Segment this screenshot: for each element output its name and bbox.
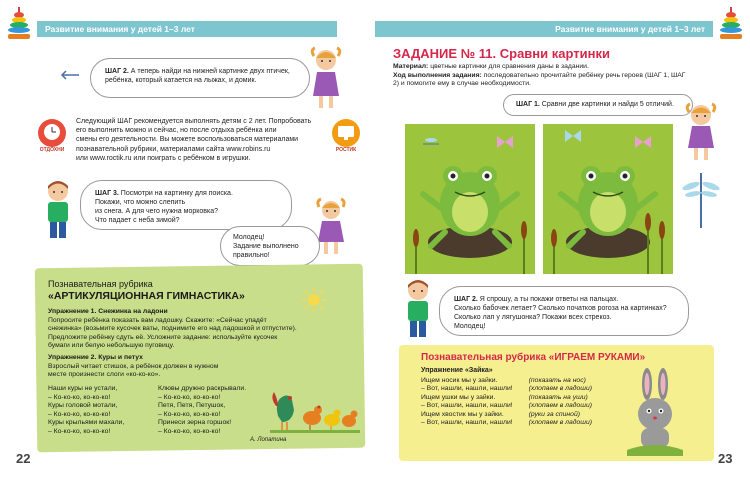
step2-right-line: Я спрошу, а ты покажи ответы на пальцах.	[479, 296, 619, 303]
rest-line: смены его деятельности. Вы можете воспользоваться материалами	[76, 136, 299, 144]
rest-line: Следующий ШАГ рекомендуется выполнять детям с 2 лет. Попробовать	[76, 118, 312, 125]
poem-column-2	[158, 385, 268, 437]
poem-line: – Ко-ко-ко, ко-ко-ко!	[158, 427, 221, 435]
step2-text: А теперь найди на нижней картинке двух птичек, ребёнка, который катается на лыжах, и домик.	[105, 68, 290, 84]
step1-label: ШАГ 1.	[516, 101, 540, 108]
rest-line: познавательной рубрики, материалами сайта www.robins.ru	[76, 145, 271, 153]
bunny-game-table	[421, 377, 592, 427]
step2-right-label: ШАГ 2.	[454, 296, 478, 303]
praise-line: Молодец!	[233, 234, 265, 241]
page-number-right: 23	[718, 451, 733, 466]
step2-bubble-right	[439, 286, 689, 336]
toy-pyramid-icon	[6, 6, 32, 42]
step3-line: Что падает с неба зимой?	[95, 217, 180, 224]
poem-line: Клювы дружно раскрывали.	[158, 385, 247, 392]
poem-line: Наши куры не устали,	[48, 385, 118, 392]
compare-picture-2	[543, 124, 673, 274]
poem-line: – Ко-ко-ко, ко-ко-ко!	[158, 410, 221, 418]
toy-pyramid-icon	[718, 6, 744, 42]
exercise2-line: месте произнести слоги «ко-ко-ко».	[48, 371, 161, 379]
step2-bubble	[90, 58, 310, 98]
table-row: – Вот, нашли, нашли, нашли! (хлопаем в ладоши)	[421, 419, 592, 427]
bunny-illustration	[627, 366, 683, 456]
girl-illustration	[310, 44, 342, 114]
table-row: Ищем носик мы у зайки. (показать на нос)	[421, 377, 586, 384]
boy-illustration	[42, 178, 74, 244]
exercise1-line: Предложите ребёнку сдуть её. Усложните задание: используйте кусочек	[48, 333, 278, 341]
task-instructions	[393, 63, 693, 89]
poem-line: – Ко-ко-ко, ко-ко-ко!	[158, 393, 221, 401]
hands-rubric-title: Познавательная рубрика «ИГРАЕМ РУКАМИ»	[421, 352, 646, 363]
table-row: – Вот, нашли, нашли, нашли! (хлопаем в ладоши)	[421, 402, 592, 410]
exercise1-line: снежинка» (возьмите кусочек ваты, поднимите его над ладошкой и отпустите).	[48, 325, 297, 333]
poem-line: Куры крыльями махали,	[48, 419, 125, 427]
girl-illustration	[316, 196, 346, 258]
task-title: ЗАДАНИЕ № 11. Сравни картинки	[393, 46, 610, 61]
boy-illustration	[403, 278, 433, 342]
poem-line: – Ко-ко-ко, ко-ко-ко!	[48, 410, 111, 418]
dragonfly-icon	[681, 168, 721, 238]
rest-line: его выполнить можно и сейчас, но после отдыха ребёнка или	[76, 127, 277, 135]
step1-bubble	[503, 94, 693, 116]
rubric-title-line: «АРТИКУЛЯЦИОННАЯ ГИМНАСТИКА»	[48, 290, 245, 302]
exercise2-title: Упражнение 2. Куры и петух	[48, 354, 143, 361]
step3-line: из снега. А для чего нужна морковка?	[95, 208, 218, 215]
table-row: Ищем ушки мы у зайки. (показать на уши)	[421, 393, 588, 401]
table-row: – Вот, нашли, нашли, нашли! (хлопаем в ладоши)	[421, 385, 592, 393]
materials-text: цветные картинки для сравнения даны в задании.	[430, 63, 589, 70]
praise-line: Задание выполнено	[233, 243, 299, 250]
rest-line: или www.roctik.ru или поиграть с ребёнком в игрушки.	[76, 154, 251, 162]
site-monitor-icon	[331, 118, 361, 148]
materials-label: Материал:	[393, 63, 429, 70]
exercise2	[48, 354, 268, 380]
exercise1-line: Попросите ребёнка показать вам ладошку. Скажите: «Сейчас упадёт	[48, 316, 267, 324]
poem-author: А. Лопатина	[250, 437, 287, 443]
table-row: Ищем хвостик мы у зайки. (руки за спиной)	[421, 410, 581, 418]
poem-line: – Ко-ко-ко, ко-ко-ко!	[48, 427, 111, 435]
back-arrow-icon	[60, 70, 80, 80]
hands-exercise-title: Упражнение «Зайка»	[421, 367, 493, 374]
girl-illustration	[685, 100, 717, 162]
step2-label: ШАГ 2.	[105, 68, 129, 75]
articulation-rubric-title	[48, 278, 245, 302]
running-head-left: Развитие внимания у детей 1–3 лет	[37, 21, 337, 37]
page-number-left: 22	[16, 451, 31, 466]
exercise1-line: бумаги или белую небольшую пуговицу.	[48, 342, 175, 350]
exercise2-line: Взрослый читает стишок, а ребёнок должен в нужном	[48, 362, 219, 370]
rubric-title-line: Познавательная рубрика	[48, 279, 153, 289]
site-icon-label: РОСТИК	[335, 147, 357, 153]
exercise1-title: Упражнение 1. Снежинка на ладони	[48, 308, 168, 315]
step3-bubble	[80, 180, 292, 230]
poem-line: Петя, Петя, Петушок,	[158, 402, 226, 410]
rest-paragraph	[76, 117, 326, 163]
poem-line: Куры головой мотали,	[48, 402, 118, 410]
rest-icon-label: ОТДОХНИ	[39, 147, 65, 153]
running-head-right: Развитие внимания у детей 1–3 лет	[375, 21, 713, 37]
poem-column-1	[48, 385, 158, 437]
step2-right-line: Сколько бабочек летает? Сколько початков рогоза на картинках?	[454, 305, 667, 312]
rest-clock-icon	[37, 118, 67, 148]
step2-right-line: Молодец!	[454, 323, 486, 330]
procedure-text: последовательно прочитайте ребёнку речь героев (ШАГ 1, ШАГ 2) и помогите ему в случае необходимости.	[393, 71, 686, 88]
right-page	[375, 0, 750, 485]
praise-line: правильно!	[233, 252, 270, 259]
step3-line: Покажи, что можно слепить	[95, 199, 186, 206]
step3-label: ШАГ 3.	[95, 190, 119, 197]
step1-text: Сравни две картинки и найди 5 отличий.	[541, 101, 674, 108]
compare-picture-1	[405, 124, 535, 274]
exercise1	[48, 308, 348, 351]
chickens-rooster-illustration	[270, 386, 360, 436]
procedure-label: Ход выполнения задания:	[393, 71, 482, 79]
poem-line: Принеси зерна горшок!	[158, 419, 232, 427]
poem-line: – Ко-ко-ко, ко-ко-ко!	[48, 393, 111, 401]
praise-bubble	[220, 226, 320, 266]
step2-right-line: Сколько лап у лягушонка? Покажи всех стрекоз.	[454, 314, 612, 321]
step3-line: Посмотри на картинку для поиска.	[120, 190, 233, 197]
